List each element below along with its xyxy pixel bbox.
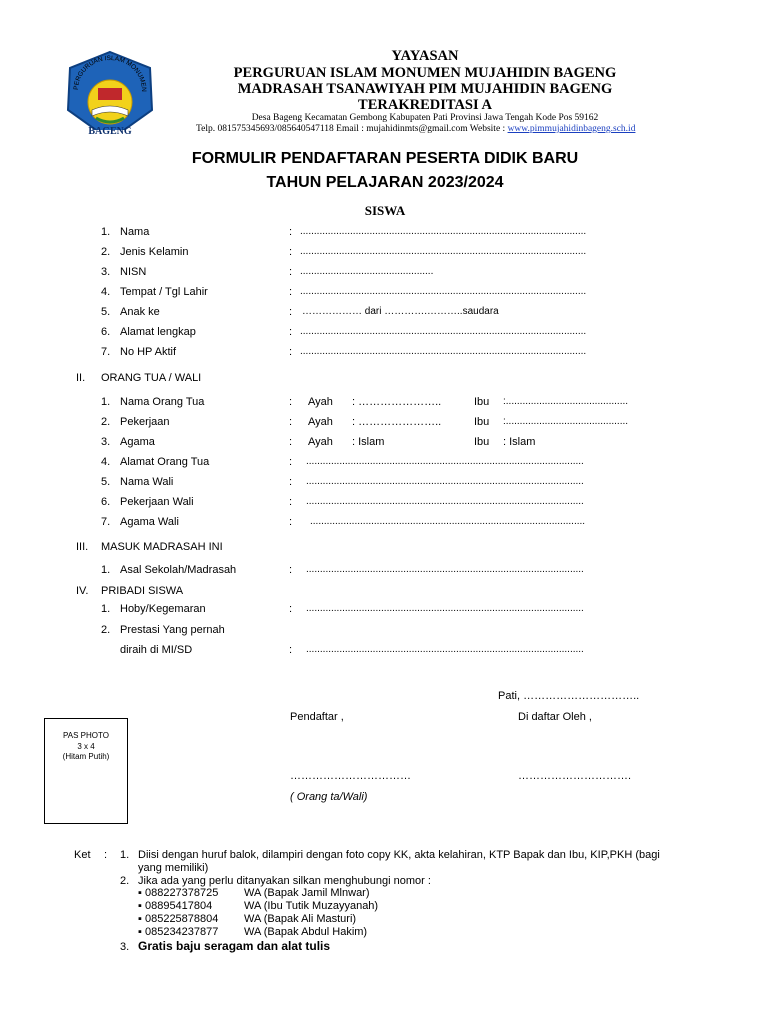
row-colon: : xyxy=(289,644,293,656)
row-colon: : xyxy=(289,496,293,508)
logo-bottom-text: BAGENG xyxy=(88,126,132,137)
no-hp-field[interactable]: ....................................................................................................... xyxy=(300,346,587,357)
notes-colon: : xyxy=(104,849,108,861)
row-colon: : xyxy=(289,226,293,238)
row-number: 7. xyxy=(101,516,111,528)
section-label: PRIBADI SISWA xyxy=(101,585,184,597)
ayah-job-field[interactable]: : ………………….. xyxy=(352,416,442,428)
header-yayasan: YAYASAN xyxy=(391,48,459,64)
row-label: Agama Wali xyxy=(120,516,179,528)
ibu-job-field[interactable]: :............................................ xyxy=(503,416,629,427)
nisn-field[interactable]: ................................................ xyxy=(300,266,434,277)
row-label: Pekerjaan xyxy=(120,416,170,428)
row-label: Hoby/Kegemaran xyxy=(120,603,206,615)
school-logo xyxy=(62,48,158,148)
section-number: IV. xyxy=(76,585,89,597)
signature-right-label: Di daftar Oleh , xyxy=(518,711,592,723)
section-label: ORANG TUA / WALI xyxy=(101,372,202,384)
row-number: 2. xyxy=(101,246,111,258)
note-number: 2. xyxy=(120,875,130,887)
row-number: 2. xyxy=(101,624,111,636)
ibu-religion-value: : Islam xyxy=(503,436,536,448)
row-label: Alamat lengkap xyxy=(120,326,196,338)
contact-text: Telp. 081575345693/085640547118 Email : mujahidinmts@gmail.com Website : xyxy=(196,124,508,134)
row-number: 7. xyxy=(101,346,111,358)
note-number: 3. xyxy=(120,941,130,953)
row-number: 2. xyxy=(101,416,111,428)
section-siswa: SISWA xyxy=(364,203,406,218)
contact-name: WA (Bapak Abdul Hakim) xyxy=(244,926,368,938)
row-label: Agama xyxy=(120,436,155,448)
contact-phone[interactable]: 085225878804 xyxy=(144,913,219,925)
contact-name: WA (Bapak Ali Masturi) xyxy=(244,913,357,925)
contact-item xyxy=(138,926,368,938)
tempat-lahir-field[interactable]: ....................................................................................................... xyxy=(300,286,587,297)
row-number: 6. xyxy=(101,326,111,338)
ibu-name-field[interactable]: :............................................ xyxy=(503,396,629,407)
row-label: Asal Sekolah/Madrasah xyxy=(120,564,237,576)
header-school: MADRASAH TSANAWIYAH PIM MUJAHIDIN BAGENG xyxy=(237,81,613,97)
row-colon: : xyxy=(289,326,293,338)
signature-left-note: ( Orang ta/Wali) xyxy=(290,791,368,803)
row-number: 3. xyxy=(101,266,111,278)
row-number: 1. xyxy=(101,564,111,576)
row-colon: : xyxy=(289,436,293,448)
row-number: 6. xyxy=(101,496,111,508)
notes-ket: Ket xyxy=(74,849,91,861)
website-link[interactable]: www.pimmujahidinbageng.sch.id xyxy=(507,124,636,134)
row-colon: : xyxy=(289,246,293,258)
signature-left-line[interactable]: …………………………… xyxy=(290,770,411,782)
row-label: Tempat / Tgl Lahir xyxy=(120,286,208,298)
row-label: Nama xyxy=(120,226,150,238)
note-text: Diisi dengan huruf balok, dilampiri dengan foto copy KK, akta kelahiran, KTP Bapak dan Ibu, KIP,PKH (bagi xyxy=(138,849,660,861)
ibu-label: Ibu xyxy=(474,396,490,408)
alamat-field[interactable]: ....................................................................................................... xyxy=(300,326,587,337)
row-number: 4. xyxy=(101,286,111,298)
contact-phone[interactable]: 088227378725 xyxy=(144,887,219,899)
row-label: Anak ke xyxy=(120,306,160,318)
row-colon: : xyxy=(289,456,293,468)
contact-item xyxy=(138,887,370,899)
contact-phone[interactable]: 08895417804 xyxy=(144,900,213,912)
photo-label-3: (Hitam Putih) xyxy=(62,752,110,761)
agama-wali-field[interactable]: ................................................................................................... xyxy=(310,516,586,527)
header-address: Desa Bageng Kecamatan Gembong Kabupaten Pati Provinsi Jawa Tengah Kode Pos 59162 xyxy=(251,113,599,123)
ibu-label: Ibu xyxy=(474,436,490,448)
bullet-icon: ▪ xyxy=(138,887,142,899)
row-number: 4. xyxy=(101,456,111,468)
row-colon: : xyxy=(289,396,293,408)
header-foundation: PERGURUAN ISLAM MONUMEN MUJAHIDIN BAGENG xyxy=(233,65,617,81)
row-colon: : xyxy=(289,266,293,278)
alamat-ortu-field[interactable]: .................................................................................................... xyxy=(306,456,584,467)
pekerjaan-wali-field[interactable]: .................................................................................................... xyxy=(306,496,584,507)
contact-item xyxy=(138,913,357,925)
row-label: Jenis Kelamin xyxy=(120,246,189,258)
ayah-name-field[interactable]: : ………………….. xyxy=(352,396,442,408)
note-number: 1. xyxy=(120,849,130,861)
bullet-icon: ▪ xyxy=(138,926,142,938)
row-label: No HP Aktif xyxy=(120,346,177,358)
row-number: 1. xyxy=(101,396,111,408)
row-colon: : xyxy=(289,346,293,358)
section-label: MASUK MADRASAH INI xyxy=(101,541,223,553)
ayah-label: Ayah xyxy=(308,416,333,428)
row-number: 3. xyxy=(101,436,111,448)
header-accreditation: TERAKREDITASI A xyxy=(358,97,492,113)
prestasi-field[interactable]: .................................................................................................... xyxy=(306,644,584,655)
row-colon: : xyxy=(289,564,293,576)
row-number: 1. xyxy=(101,603,111,615)
anak-ke-field[interactable]: ……………… dari ………….………..saudara xyxy=(302,306,499,317)
note-text-bold: Gratis baju seragam dan alat tulis xyxy=(138,939,331,953)
row-label: Nama Orang Tua xyxy=(120,396,205,408)
asal-sekolah-field[interactable]: .................................................................................................... xyxy=(306,564,584,575)
row-label: NISN xyxy=(120,266,147,278)
contact-phone[interactable]: 085234237877 xyxy=(144,926,219,938)
row-colon: : xyxy=(289,603,293,615)
signature-left-label: Pendaftar , xyxy=(290,711,344,723)
contact-name: WA (Bapak Jamil Mlnwar) xyxy=(244,887,370,899)
contact-item xyxy=(138,900,379,912)
ibu-label: Ibu xyxy=(474,416,490,428)
row-number: 1. xyxy=(101,226,111,238)
signature-place-date[interactable]: Pati, ………………………….. xyxy=(498,690,640,702)
row-colon: : xyxy=(289,286,293,298)
row-label: diraih di MI/SD xyxy=(120,644,193,656)
bullet-icon: ▪ xyxy=(138,913,142,925)
header-contact xyxy=(196,124,635,134)
nama-field[interactable]: ....................................................................................................... xyxy=(300,226,587,237)
row-colon: : xyxy=(289,306,293,318)
nama-wali-field[interactable]: .................................................................................................... xyxy=(306,476,584,487)
ayah-label: Ayah xyxy=(308,396,333,408)
row-colon: : xyxy=(289,516,293,528)
row-label: Pekerjaan Wali xyxy=(120,496,194,508)
row-colon: : xyxy=(289,416,293,428)
section-number: II. xyxy=(76,372,86,384)
row-label: Nama Wali xyxy=(120,476,174,488)
photo-label-2: 3 x 4 xyxy=(77,742,95,751)
bullet-icon: ▪ xyxy=(138,900,142,912)
signature-right-line[interactable]: …………………………. xyxy=(518,770,632,782)
photo-label-1: PAS PHOTO xyxy=(63,731,109,740)
note-text: Jika ada yang perlu ditanyakan silkan menghubungi nomor : xyxy=(138,875,431,887)
logo-arc-text: PERGURUAN ISLAM MONUMEN xyxy=(72,54,148,92)
row-label: Prestasi Yang pernah xyxy=(120,624,225,636)
jenis-kelamin-field[interactable]: ....................................................................................................... xyxy=(300,246,587,257)
ayah-label: Ayah xyxy=(308,436,333,448)
note-text: yang memiliki) xyxy=(138,862,209,874)
section-number: III. xyxy=(76,541,89,553)
form-year: TAHUN PELAJARAN 2023/2024 xyxy=(266,174,504,191)
row-colon: : xyxy=(289,476,293,488)
row-label: Alamat Orang Tua xyxy=(120,456,210,468)
photo-box xyxy=(44,718,128,824)
row-number: 5. xyxy=(101,476,111,488)
hobby-field[interactable]: .................................................................................................... xyxy=(306,603,584,614)
form-title: FORMULIR PENDAFTARAN PESERTA DIDIK BARU xyxy=(191,150,579,167)
ayah-religion-value: : Islam xyxy=(352,436,385,448)
row-number: 5. xyxy=(101,306,111,318)
contact-name: WA (Ibu Tutik Muzayyanah) xyxy=(244,900,379,912)
